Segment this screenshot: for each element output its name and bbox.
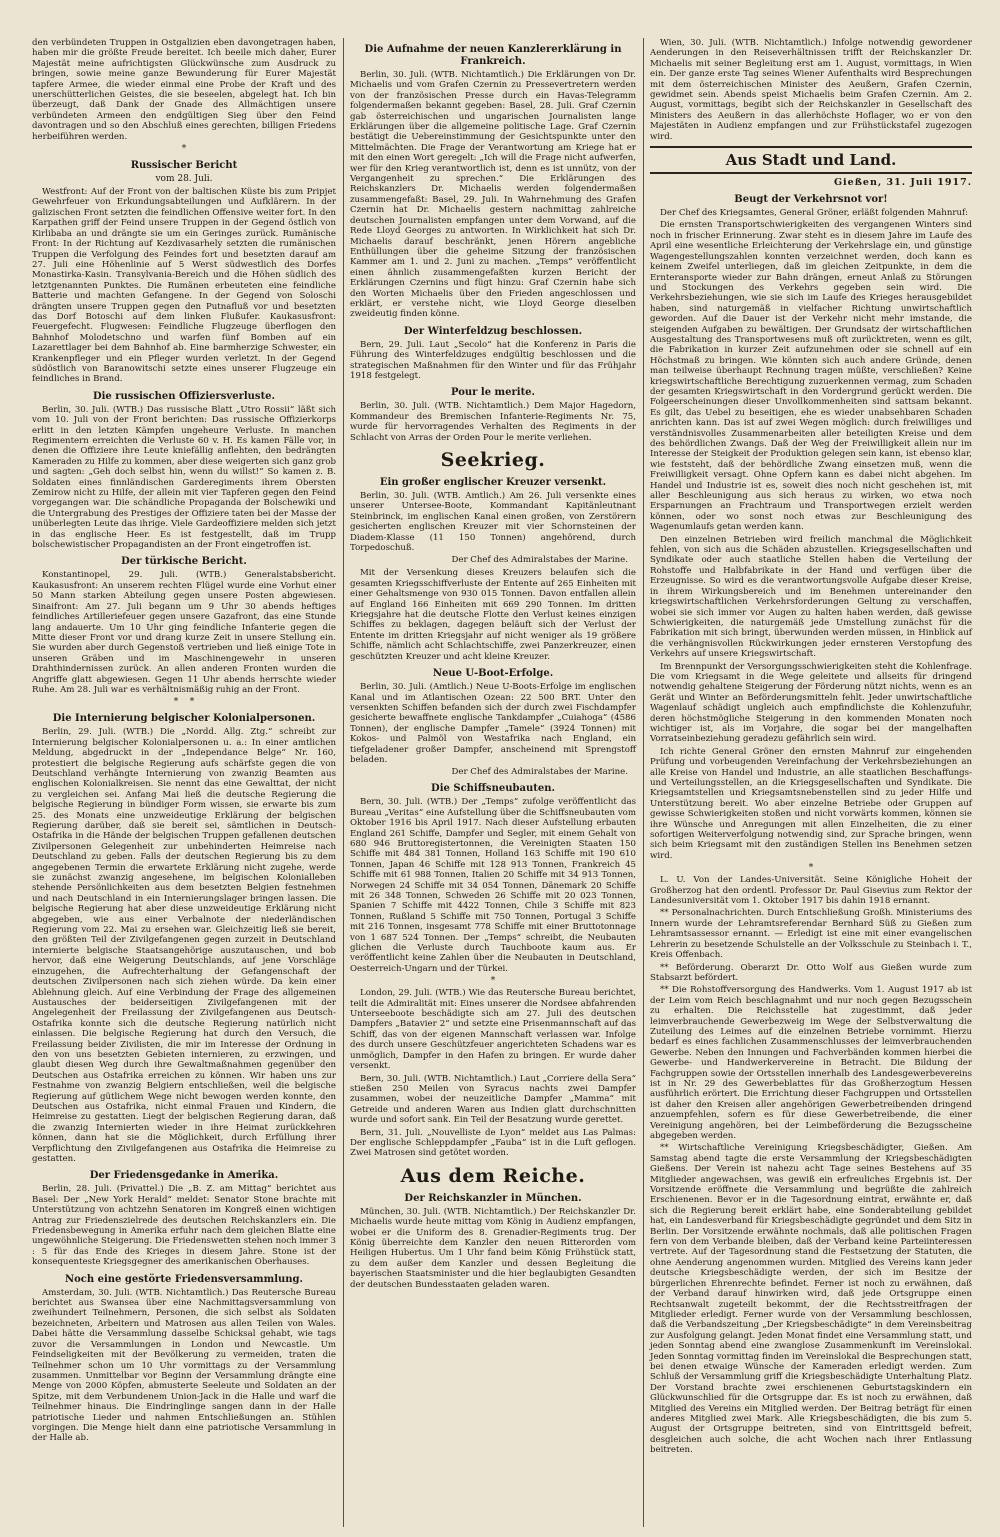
section-title: Aus Stadt und Land. <box>650 146 972 174</box>
article-body: Bern, 29. Juli. Laut „Secolo“ hat die Konferenz in Paris die Führung des Winterfeldzuges endgültig beschlossen und die strategischen Maßnahmen für den Winter und für das Frühjahr 1918 festgelegt. <box>350 339 636 381</box>
article-title: Der türkische Bericht. <box>121 556 247 568</box>
article-title: Der Winterfeldzug beschlossen. <box>403 325 583 337</box>
intro-paragraph: den verbündeten Truppen in Ostgalizien eben davongetragen haben, haben mir die größte Freude bereitet. Ich beeile mich daher, Eurer Majestät meine aufrichtigsten Glückwünsche zum Ausdruck zu bringen, sowie meine ganze Bewunderung für Eurer Majestät tapfere Armee, die wieder einmal eine Probe der Kraft und des unerschütterlichen Geistes, die sie beseelen, abgelegt hat. Ich bin überzeugt, daß Dank der Gnade des Allmächtigen unsere verbündeten Armeen den endgültigen Sieg über den Feind davontragen und so den Abschluß eines gerechten, billigen Friedens herbeiführen werden. <box>32 38 336 142</box>
column-rule <box>643 38 644 1527</box>
article-body: Ich richte General Gröner den ernsten Mahnruf zur eingehenden Prüfung und vorbeugenden Vereinfachung der Verkehrsbeziehungen an alle Kreise von Handel und Industrie, an alle staatlichen Beschaffungs- und Verteilungsstellen, an die Kriegsgesellschaften und Syndikate. Die Kriegsamtstellen und Kriegsamtsnebenstellen sind zu jeder Hilfe und Unterstützung bereit. Wo aber einzelne Betriebe oder Gruppen auf gewisse Schwierigkeiten stoßen und nicht vorwärts kommen, können sie ihre Wünsche und Anregungen mit allen Einzelheiten, die zu einer sofortigen Weiterverfolgung notwendig sind, zur Sprache bringen, wenn sich beim Kriegsamt mit den zuständigen Stellen ins Benehmen setzen wird. <box>650 746 972 861</box>
article-body: Amsterdam, 30. Juli. (WTB. Nichtamtlich.) Das Reutersche Bureau berichtet aus Swansea über eine Nachmittagsversammlung von zweihundert Teilnehmern, Personen, die sich selbst als Soldaten bezeichneten, Arbeitern und Matrosen aus allen Teilen von Wales. Dabei hätte die Versammlung dasselbe Schicksal gehabt, wie tags zuvor die Versammlungen in London und Newcastle. Um Feindseligkeiten mit der Bevölkerung zu vermeiden, traten die Teilnehmer schon um 10 Uhr vormittags zu der Versammlung zusammen. Unmittelbar vor Beginn der Versammlung drängte eine Menge von 2000 Köpfen, abmusterte Seeleute und Soldaten an der Spitze, mit dem Verbundenem Union-Jack in die Halle und warf die Teilnehmer hinaus. Die Eindringlinge sangen dann in der Halle patriotische Lieder und nahmen Entschließungen an. Stühlen vorgingen. Die Menge hielt dann eine patriotische Versammlung in der Halle ab. <box>32 1287 336 1444</box>
article-title: Der Friedensgedanke in Amerika. <box>89 1170 279 1182</box>
article-body: Wien, 30. Juli. (WTB. Nichtamtlich.) Infolge notwendig gewordener Aenderungen in den Reiseverhältnissen trifft der Reichskanzler Dr. Michaelis mit seiner Begleitung erst am 1. August, vormittags, in Wien ein. Der ganze erste Tag seines Wiener Aufenthalts wird Besprechungen mit dem österreichischen Minister des Aeußern, Grafen Czernin, gewidmet sein. Abends speist Michaelis beim Grafen Czernin. Am 2. August, vormittags, begibt sich der Reichskanzler in Gesellschaft des Ministers des Aeußern in das allerhöchste Hoflager, wo er von den Majestäten in Audienz empfangen und zur Frühstückstafel zugezogen wird. <box>650 38 972 142</box>
article-body: London, 29. Juli. (WTB.) Wie das Reutersche Bureau berichtet, teilt die Admiralität mit: Eines unserer die Nordsee abfahrenden Unterseeboote beschädigte sich am 27. Juli des deutschen Dampfers „Batavier 2“ und setzte eine Prisenmannschaft auf das Schiff, das von der eigenen Mannschaft verlassen war. Infolge des durch unsere Geschützfeuer angerichteten Schadens war es unmöglich, Dampfer in den Hafen zu bringen. Er wurde daher versenkt. <box>350 988 636 1072</box>
article-title: Noch eine gestörte Friedensversammlung. <box>64 1273 304 1285</box>
article-body: Mit der Versenkung dieses Kreuzers belaufen sich die gesamten Kriegsschiffverluste der Entente auf 265 Einheiten mit einer Gehaltsmenge von 930 015 Tonnen. Davon entfallen allein auf England 166 Einheiten mit 669 290 Tonnen. Im dritten Kriegsjahre hat die deutsche Flotte den Verlust keines einzigen Schiffes zu beklagen, dagegen beläuft sich der Verlust der Entente im dritten Kriegsjahr auf nicht weniger als 19 größere Schiffe, nämlich acht Schlachtschiffe, zwei Panzerkreuzer, einen geschützten Kreuzer und acht kleine Kreuzer. <box>350 568 636 662</box>
article-title: Die Aufnahme der neuen Kanzlererklärung in Frankreich. <box>364 44 622 67</box>
article-body: Bern, 30. Juli. (WTB.) Der „Temps“ zufolge veröffentlicht das Bureau „Veritas“ eine Aufstellung über die Schiffsneubauten vom Oktober 1916 bis April 1917. Nach dieser Aufstellung erbauten England 261 Schiffe, Dampfer und Segler, mit einem Gehalt von 680 946 Bruttoregistertonnen, die Vereinigten Staaten 150 Schiffe mit 484 381 Tonnen, Holland 163 Schiffe mit 190 610 Tonnen, Japan 46 Schiffe mit 128 913 Tonnen, Frankreich 45 Schiffe mit 61 988 Tonnen, Italien 20 Schiffe mit 34 913 Tonnen, Norwegen 24 Schiffe mit 34 054 Tonnen, Dänemark 20 Schiffe mit 26 348 Tonnen, Schweden 26 Schiffe mit 20 023 Tonnen, Spanien 7 Schiffe mit 4422 Tonnen, Chile 3 Schiffe mit 823 Tonnen, Rußland 5 Schiffe mit 750 Tonnen, Portugal 3 Schiffe mit 216 Tonnen, insgesamt 778 Schiffe mit einer Bruttotonnage von 1 687 524 Tonnen. Der „Temps“ schreibt, die Neubauten glichen die Verluste durch Tauchboote kaum aus. Er veröffentlicht keine Zahlen über die Neubauten in Deutschland, Oesterreich-Ungarn und der Türkei. <box>350 797 636 974</box>
section-title: Seekrieg. <box>440 449 546 471</box>
article-title: Russischer Bericht <box>130 160 238 172</box>
article-title: Beugt der Verkehrsnot vor! <box>734 194 888 206</box>
section-title: Aus dem Reiche. <box>400 1164 586 1187</box>
article-body: Berlin, 30. Juli. (WTB.) Das russische Blatt „Utro Rossii“ läßt sich vom 10. Juli von der Front berichten: Das russische Offizierkorps erlitt in den letzten Kämpfen ungeheure Verluste. In manchen Regimentern erreichten die Verluste 60 v. H. Es kamen Fälle vor, in denen die Offiziere ihre Leute kniefällig anflehten, den bedrängten Kameraden zu Hilfe zu kommen, aber diese weigerten sich ganz grob und sagten: „Geh doch selbst hin, wenn du willst!“ So kamen z. B. Soldaten eines finnländischen Garderegiments ihrem Obersten Zemirow nicht zu Hilfe, der allein mit vier Tapferen gegen den Feind vorgegangen war. Die schändliche Propaganda der Bolschewiki und die Untergrabung des Prestiges der Offiziere taten bei der Masse der unüberlegten Leute das ihrige. Viele Gardeoffiziere melden sich jetzt in das englische Heer. Es ist festgestellt, daß im Trupp bolschewistischer Propagandisten an der Front eingetroffen ist. <box>32 404 336 551</box>
column-rule <box>343 38 344 1527</box>
article-body: München, 30. Juli. (WTB. Nichtamtlich.) Der Reichskanzler Dr. Michaelis wurde heute mittag vom König in Audienz empfangen, wobei er die Uniform des 8. Grenadier-Regiments trug. Der König überreichte dem Kanzler den neuen Ritterorden vom Heiligen Hubertus. Um 1 Uhr fand beim König Frühstück statt, zu dem außer dem Kanzler und dessen Begleitung die bayerischen Staatsminister und die hier beglaubigten Gesandten der deutschen Bundesstaaten geladen waren. <box>350 1206 636 1290</box>
article-body: Den einzelnen Betrieben wird freilich manchmal die Möglichkeit fehlen, von sich aus die Schäden abzustellen. Kriegsgesellschaften und Syndikate oder auch staatliche Stellen haben die Verteilung der Rohstoffe und Halbfabrikate in der Hand und verfügen über die Erzeugnisse. So wird es die verantwortungsvolle Aufgabe dieser Kreise, in ihrem Wirkungsbereich und im Benehmen untereinander den kriegswirtschaftlichen Verkehrsforderungen Geltung zu verschaffen, wobei sie sich immer vor Augen zu halten haben werden, daß gewisse Schwierigkeiten, die naturgemäß jede Umstellung zunächst für die Fabrikation mit sich bringt, überwunden werden müssen, in Hinblick auf die verhängnisvollen Rückwirkungen jeder ernsteren Verstopfung des Verkehrs auf unsere Kriegswirtschaft. <box>650 534 972 660</box>
news-item: L. U. Von der Landes-Universität. Seine Königliche Hoheit der Großherzog hat den ordentl. Professor Dr. Paul Gisevius zum Rektor der Landesuniversität vom 1. Oktober 1917 bis dahin 1918 ernannt. <box>650 875 972 907</box>
separator: * <box>808 863 814 874</box>
signature: Der Chef des Admiralstabes der Marine. <box>451 767 628 778</box>
dateline: Gießen, 31. Juli 1917. <box>833 177 972 189</box>
article-title: Neue U-Boot-Erfolge. <box>432 668 554 680</box>
separator: * <box>490 976 496 987</box>
article-body: Konstantinopel, 29. Juli. (WTB.) Generalstabsbericht. Kaukasusfront: An unserem rechten Flügel wurde eine Vorhut einer 50 Mann starken Abteilung gegen unsere Posten abgewiesen. Sinaifront: Am 27. Juli begann um 9 Uhr 30 abends heftiges feindliches Artilleriefeuer gegen unsere Gazafront, das eine Stunde lang andauerte. Um 10 Uhr ging feindliche Infanterie gegen die Mitte dieser Front vor und drang kurze Zeit in unsere Stellung ein. Sie wurden aber durch Gegenstoß vertrieben und ließ einige Tote in unseren Gräben und im Maschinengewehr in unseren Drahthindernissen zurück. An allen anderen Fronten wurden die Angriffe glatt abgewiesen. Gegen 11 Uhr abends herrschte wieder Ruhe. Am 28. Juli war es verhältnismäßig ruhig an der Front. <box>32 570 336 695</box>
article-body: Bern, 30. Juli. (WTB. Nichtamtlich.) Laut „Corriere della Sera“ stießen 250 Meilen von Syracus nachts zwei Dampfer zusammen, wobei der neuzeitliche Dampfer „Mamma“ mit Getreide und anderen Waren aus Indien glatt durchschnitten wurde und sofort sank. Ein Teil der Besatzung wurde gerettet. <box>350 1073 636 1126</box>
article-body: Berlin, 28. Juli. (Privattel.) Die „B. Z. am Mittag“ berichtet aus Basel: Der „New York Herald“ meldet: Senator Stone brachte mit Unterstützung von achtzehn Senatoren im Kongreß einen wichtigen Antrag zur Friedenszielrede des deutschen Reichskanzlers ein. Die Friedensbewegung in Amerika erfuhr nach dem gleichen Blatte eine ungewöhnliche Steigerung. Die Friedenswetten stehen noch immer 3 : 5 für das Ende des Krieges in diesem Jahre. Stone ist der konsequenteste Kriegsgegner des amerikanischen Oberhauses. <box>32 1184 336 1268</box>
article-date: vom 28. Juli. <box>155 174 213 185</box>
article-title: Der Reichskanzler in München. <box>404 1192 582 1204</box>
separator: * <box>181 144 187 155</box>
news-item: ** Beförderung. Oberarzt Dr. Otto Wolf aus Gießen wurde zum Stabsarzt befördert. <box>650 962 972 983</box>
article-title: Pour le merite. <box>450 387 536 399</box>
article-title: Ein großer englischer Kreuzer versenkt. <box>379 477 607 488</box>
article-title: Die Schiffsneubauten. <box>431 783 555 795</box>
article-body: Westfront: Auf der Front von der baltischen Küste bis zum Pripjet Gewehrfeuer von Erkundungsabteilungen und Aufklärern. In der galizischen Front setzten die feindlichen Offensive weiter fort. In den Karpathen griff der Feind unsere Truppen in der Gegend östlich von Kirlibaba an und drängte sie um ein Geringes zurück. Rumänische Front: In der Richtung auf Kezdivasarhely setzten die rumänischen Truppen die Verfolgung des Feindes fort und besetzten darauf am 27. Juli eine Höhenlinie auf 5 Werst südwestlich des Dorfes Monastirka-Kasin. Transylvania-Bereich und die Höhen südlich des letztgenannten Punktes. Die Rumänen erbeuteten eine feindliche Batterie und machten Gefangene. In der Gegend von Soloschi drängten unsere Truppen gegen den Putnafluß vor und besetzten das Dorf Botoschi auf dem linken Flußufer. Kaukasusfront: Feuergefecht. Flugwesen: Feindliche Flugzeuge überflogen den Bahnhof Molodetschno und warfen fünf Bomben auf ein Lazarettlager bei dem Bahnhof ab. Eine barmherzige Schwester, ein Krankenpfleger und ein Pfleger wurden verletzt. In der Gegend südöstlich von Baranowitschi setzte eines unserer Flugzeuge ein feindliches in Brand. <box>32 187 336 385</box>
article-body: Die ernsten Transportschwierigkeiten des vergangenen Winters sind noch in frischer Erinnerung. Zwar steht es in diesem Jahre im Laufe des April eine wesentliche Erleichterung der Verkehrslage ein, und günstige Wagengestellungszahlen konnten verzeichnet werden, doch kann es keinem Zweifel unterliegen, daß im gleichen Zeitpunkte, in dem die Ernteransporte wieder zur Bahn drängen, erneut Anlaß zu Störungen und Stockungen des Verkehrs gegeben sein wird. Die Verkehrsbeziehungen, wie sie sich im Laufe des Krieges herausgebildet haben, sind naturgemäß in vielfacher Richtung unwirtschaftlich geworden. Auf die Dauer ist der Verkehr nicht mehr imstande, die steigenden Aufgaben zu bewältigen. Der Grundsatz der wirtschaftlichen Ausgestaltung des Transportwesens muß oft zurücktreten, wenn es gilt, die Fabrikation in kurzer Zeit aufzunehmen oder sie schnell auf ein Höchstmaß zu bringen. Wie könnten sich auch andere Gründe, denen man teilweise überhaupt Rechnung tragen müßte, verschließen? Keine kriegswirtschaftliche Berechtigung zuzuerkennen vermag, zum Schaden der gesamten Kriegswirtschaft in den Vordergrund gerückt werden. Die Folgeerscheinungen dieser Unvollkommenheiten sind sattsam bekannt. Es gilt, das Uebel zu beseitigen, ehe es wieder unabsehbaren Schaden anrichten kann. Das ist auf zwei Wegen möglich: durch freiwilliges und verständnisvolles Zusammenarbeiten aller beteiligten Kreise und dem des behördlichen Zwangs. Daß der Weg der Freiwilligkeit allein nur im Interesse der Steigkeit der Produktion gelegen sein kann, ist ebenso klar, wie feststeht, daß der behördliche Zwang einsetzen muß, wenn die Freiwilligkeit versagt. Ohne Opfern kann es dabei nicht abgehen. Im Handel und Industrie ist es, soweit dies noch nicht geschehen ist, mit aller Beschleunigung aus sich heraus zu wirken, wo etwa noch Ersparnungen an Frachtraum und Transportwegen erzielt werden können, oder wo sonst noch etwas zur Beschleunigung des Wagenumlaufs getan werden kann. <box>650 220 972 533</box>
column-left <box>28 38 340 1529</box>
article-body: Berlin, 30. Juli. (WTB. Nichtamtlich.) Dem Major Hagedorn, Kommandeur des Bremischen Infanterie-Regiments Nr. 75, wurde für hervorragendes Verhalten des Regiments in der Schlacht von Arras der Orden Pour le merite verliehen. <box>350 401 636 443</box>
article-subtitle: Der Chef des Kriegsamtes, General Gröner, erläßt folgenden Mahnruf: <box>660 208 969 219</box>
article-body: Im Brennpunkt der Versorgungsschwierigkeiten steht die Kohlenfrage. Die vom Kriegsamt in die Wege geleitete und allseits für dringend notwendig gehaltene Steigerung der Förderung nützt nichts, wenn es an Gerät und Winter an Beförderungsmitteln fehlt. Jeder unwirtschaftliche Wagenlauf schädigt ungleich auch empfindlichste die Kohlenzufuhr, deren höchstmögliche Steigerung in den kommenden Monaten noch wichtiger ist, als im Vorjahre, die sogar bei der mangelhaften Vorratseinbeziehung geradezu gefährlich sein wird. <box>650 661 972 745</box>
news-item: ** Die Rohstoffversorgung des Handwerks. Vom 1. August 1917 ab ist der Leim vom Reich beschlagnahmt und nur noch gegen Bezugsschein zu erhalten. Die Reichsstelle hat zugestimmt, daß jeder leimverbrauchende Gewerbezweig im Wege der Selbstverwaltung die Zuteilung des Leimes auf die einzelnen Betriebe vornimmt. Hierzu bedarf es eines fachlichen Zusammenschlusses der leimverbrauchenden Gewerbe. Neben den Innungen und Fachverbänden kommen hierbei die Gewerbe- und Handwerkervereine in Betracht. Die Bildung der Fachgruppen sowie der Ortsstellen innerhalb des Landesgewerbevereins ist in Nr. 29 des Gewerbeblattes für das Großherzogtum Hessen ausführlich erörtert. Die Errichtung dieser Fachgruppen und Ortsstellen ist daher den Kreisen aller angehörigen Gewerbetreibenden dringend anzuempfehlen, sofern es für diese Gewerbetreibende, die einer Vereinigung angehören, bei der Leimbeförderung die Bezugsscheine abgegeben werden. <box>650 985 972 1141</box>
article-title: Die Internierung belgischer Kolonialpersonen. <box>52 713 316 725</box>
article-body: Berlin, 30. Juli. (WTB. Amtlich.) Am 26. Juli versenkte eines unserer Untersee-Boote, Kommandant Kapitänleutnant Steinbrinck, im englischen Kanal einen großen, von Zerstörern gesicherten englischen Kreuzer mit vier Schornsteinen der Diadem-Klasse (11 150 Tonnen) angehörend, durch Torpedoschuß. <box>350 491 636 554</box>
news-item: ** Personalnachrichten. Durch Entschließung Großh. Ministeriums des Innern wurde der Lehramtsreferendar Bernhard Süß zu Gießen zum Lehramtsassessor ernannt. — Erledigt ist eine mit einer evangelischen Lehrerin zu besetzende Schulstelle an der Volksschule zu Steinbach i. T., Kreis Offenbach. <box>650 908 972 961</box>
signature: Der Chef des Admiralstabes der Marine. <box>451 555 628 566</box>
news-item: ** Wirtschaftliche Vereinigung Kriegsbeschädigter, Gießen. Am Samstag abend tagte die erste Versammlung der Kriegsbeschädigten Gießens. Der Verein ist nahezu acht Tage seines Bestehens auf 35 Mitglieder angewachsen, was gewiß ein erfreuliches Ergebnis ist. Der Vorsitzende eröffnete die Versammlung und begrüßte die zahlreich Erschienenen. Bevor er in die Tagesordnung eintrat, erwähnte er, daß sich die Regierung bereit erklärt habe, eine Sonderabteilung gebildet hat, ein Landesverband für Kriegsbeschädigte gegründet und dem Sitz in Berlin. Der Vorsitzende erwähnte nochmals, daß alle politischen Fragen fern von dem Verbande bleiben, daß der Verband keine Parteiinteressen vertrete. Auf der Tagesordnung stand die Festsetzung der Statuten, die ohne Aenderung angenommen wurden. Mitglied des Vereins kann jeder deutsche Kriegsbeschädigte werden, der sich im Besitze der bürgerlichen Ehrenrechte befindet. Ferner ist noch zu erwähnen, daß der Verband darauf hinwirken wird, daß jede Ortsgruppe einen Rechtsanwalt zugeteilt bekommt, der die Rechtsstreitfragen der Mitglieder erledigt. Ferner wurde von der Versammlung beschlossen, daß die Verbandszeitung „Der Kriegsbeschädigte“ in dem Vereinsbeitrag zur Ausfolgung gelangt. Jeden Monat findet eine Versammlung statt, und jeden Sonntag abend eine zwanglose Zusammenkunft im Vereinslokal. Jeden Sonntag vormittag finden im Vereinslokal die Besprechungen statt, bei denen etwaige Wünsche der Kameraden erledigt werden. Zum Schluß der Versammlung griff die Kriegsbeschädigte Unterhaltung Platz. Der Vorstand brachte zwei erschienenen Geburtstagskindern ein Glückwunschlied für die Ortsgruppe dar. Es ist noch zu erwähnen, daß Mitglied des Vereins ein Mitglied werden. Der Beitrag beträgt für einen anderes Mitglied zwei Mark. Alle Kriegsbeschädigten, die bis zum 5. August der Ortsgruppe beitreten, sind von Eintrittsgeld befreit, desgleichen auch solche, die acht Wochen nach ihrer Entlassung beitreten. <box>650 1143 972 1456</box>
article-title: Die russischen Offiziersverluste. <box>92 390 276 402</box>
separator: * * <box>173 697 195 708</box>
article-body: Berlin, 29. Juli. (WTB.) Die „Nordd. Allg. Ztg.“ schreibt zur Internierung belgischer Kolonialpersonen u. a.: In einer amtlichen Meldung, abgedruckt in der „Independance Belge“ Nr. 160, protestiert die belgische Regierung aufs schärfste gegen die von Deutschland verhängte Internierung von zwanzig Beamten aus englischen Kolonialkreisen. Sie nennt das eine Gewalttat, der nicht zu vergleichen sei. Anfang Mai ließ die deutsche Regierung die belgische Regierung in bündiger Form wissen, sie erwarte bis zum 25. des Monats eine unzweideutige Erklärung der belgischen Regierung darüber, daß sie bereit sei, sämtlichen in Deutsch-Ostafrika in die Hände der belgischen Truppen gefallenen deutschen Zivilpersonen Gelegenheit zur unbehinderten Heimreise nach Deutschland zu geben. Falls der deutschen Regierung bis zu dem angegebenen Termin die erwartete Erklärung nicht zugehe, werde sie zunächst zwanzig angesehene, im belgischen Kolonialleben stehende Persönlichkeiten aus dem besetzten Belgien festnehmen und nach Deutschland in ein Internierungslager bringen lassen. Die belgische Regierung hat aber diese unzweideutige Erklärung nicht abgegeben, wie aus einer Verbalnote der niederländischen Regierung vom 22. Mai zu ersehen war. Gleichzeitig ließ sie bereit, den größten Teil der Zivilgefangenen gegen zurzeit in Deutschland internierte belgische Staatsangehörige auszutauschen, und bob hervor, daß eine Weigerung Deutschlands, auf jene Vorschläge einzugehen, die Aufrechterhaltung der Gefangenschaft der deutschen Zivilpersonen nach sich ziehen würde. Da kein einer Ablehnung gleich. Auf eine Verbindung der Frage des allgemeinen Austausches der beiderseitigen Zivilgefangenen mit der Angelegenheit der Freilassung der Zivilgefangenen aus Deutsch-Ostafrika konnte sich die deutsche Regierung natürlich nicht einlassen. Die belgische Regierung hat durch den Versuch, die Freilassung beider Zivilisten, die mir im Interesse der Ordnung in den von uns besetzten Gebieten internieren, zu erzwingen, und glaubt diesen Weg durch ihre Gewaltmaßnahmen gegenüber den Deutschen aus Ostafrika erreichen zu können. Wir haben uns zur Festnahme von zwanzig Belgiern entschließen, weil die belgische Regierung auf gütlichem Wege nicht bewogen werden konnte, den Deutschen aus Ostafrika, nicht einmal Frauen und Kindern, die Heimreise zu gestatten. Liegt der belgischen Regierung daran, daß die zwanzig Internierten wieder in ihre Heimat zurückkehren können, dann hat sie die Möglichkeit, durch Erfüllung ihrer Verpflichtung den Zivilgefangenen aus Ostafrika die Heimreise zu gestatten. <box>32 727 336 1164</box>
column-middle <box>346 38 640 1529</box>
article-body: Berlin, 30. Juli. (Amtlich.) Neue U-Boots-Erfolge im englischen Kanal und im Atlantischen Ozean: 22 500 BRT. Unter den versenkten Schiffen befanden sich der durch zwei Fischdampfer gesicherte bewaffnete englische Tankdampfer „Cuiahoga“ (4586 Tonnen), der englische Dampfer „Tamele“ (3924 Tonnen) mit Kokos- und Palmöl von Westafrika nach England, ein tiefgeladener großer Dampfer, anscheinend mit Sprengstoff beladen. <box>350 682 636 765</box>
article-body: Berlin, 30. Juli. (WTB. Nichtamtlich.) Die Erklärungen von Dr. Michaelis und vom Grafen Czernin zu Pressevertretern werden von der französischen Presse durch ein Havas-Telegramm folgendermaßen bekannt gegeben: Basel, 28. Juli. Graf Czernin gab österreichischen und ungarischen Journalisten lange Erklärungen über die allgemeine politische Lage. Graf Czernin bestätigt die Uebereinstimmung der Gesichtspunkte unter den Mittelmächten. Die Frage der Verantwortung am Kriege hat er mit den einen Wort geregelt: „Ich will die Frage nicht aufwerfen, wer für den Krieg verantwortlich ist, denn es ist unnütz, von der Vergangenheit zu sprechen.“ Die Erklärungen des Reichskanzlers Dr. Michaelis werden folgendermaßen zusammengefaßt: Basel, 29. Juli. In Wahrnehmung des Grafen Czernin hat Dr. Michaelis gestern nachmittag zahlreiche deutschen Journalisten empfangen unter dem Vorwand, auf die Rede Lloyd Georges zu antworten. In Wirklichkeit hat sich Dr. Michaelis darauf beschränkt, jenen Hörern angebliche Enthüllungen über die geheime Sitzung der französischen Kammer am 1. und 2. Juni zu machen. „Temps“ veröffentlicht einen ähnlich zusammengefaßten kurzen Bericht der Erklärungen Czernins und fügt hinzu: Graf Czernin habe sich den Worten Michaelis über den Frieden angeschlossen und erklärt, er verstehe nicht, wie Lloyd George dieselben zweideutig finden könne. <box>350 70 636 320</box>
column-right <box>646 38 976 1529</box>
article-body: Bern, 31. Juli. „Nouvelliste de Lyon“ meldet aus Las Palmas: Der englische Schleppdampfer „Fauba“ ist in die Luft geflogen. Zwei Matrosen sind getötet worden. <box>350 1127 636 1159</box>
